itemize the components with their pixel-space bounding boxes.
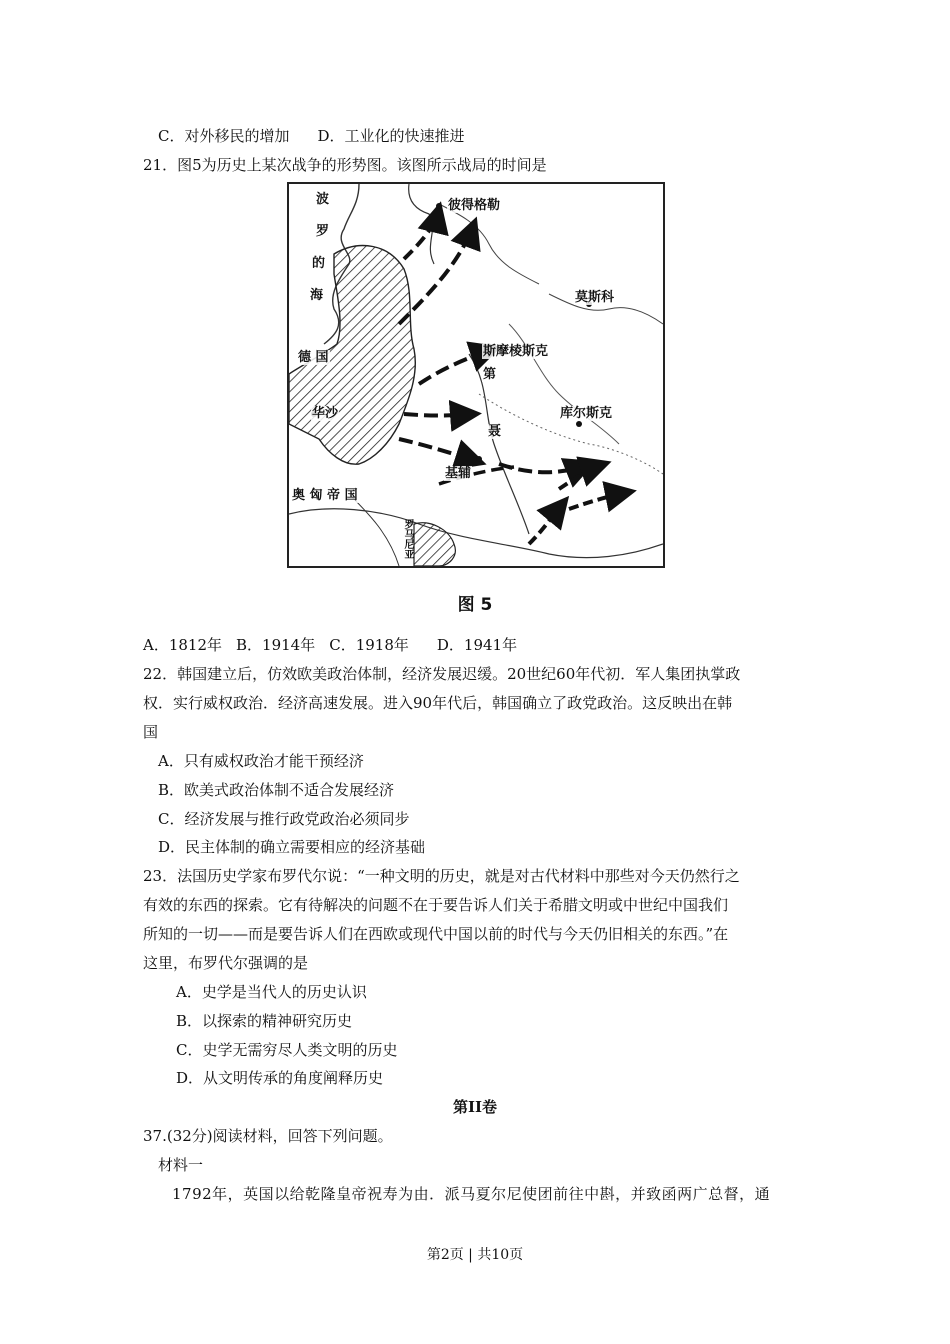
map-label-baltic-3: 的 <box>312 256 326 271</box>
material-1-text: 1792年，英国以给乾隆皇帝祝寿为由．派马夏尔尼使团前往中斟，并致函两广总督，通 <box>172 1185 771 1203</box>
q22-option-c: C．经济发展与推行政党政治必须同步 <box>158 810 410 828</box>
q21-option-c: C．1918年 <box>329 636 409 654</box>
map-label-austria-hungary: 奥 匈 帝 国 <box>292 488 358 503</box>
page-footer: 第2页 | 共10页 <box>426 1247 524 1263</box>
map-label-moscow: 莫斯科 <box>575 290 615 305</box>
map-label-dnieper-2: 聂 <box>488 424 502 439</box>
q22-stem-line-1: 22．韩国建立后，仿效欧美政治体制，经济发展迟缓。20世纪60年代初．军人集团执掌政 <box>143 665 741 683</box>
q20-option-d: D．工业化的快速推进 <box>317 127 465 145</box>
map-label-kursk: 库尔斯克 <box>560 406 613 421</box>
q21-option-a: A．1812年 <box>143 636 223 654</box>
map-label-warsaw: 华沙 <box>312 406 339 421</box>
map-label-kiev: 基辅 <box>445 466 472 481</box>
q22-option-a: A．只有威权政治才能干预经济 <box>158 752 364 770</box>
map-label-baltic-4: 海 <box>310 288 324 303</box>
q22-stem-line-3: 国 <box>143 723 159 741</box>
q21-option-b: B．1914年 <box>236 636 316 654</box>
q23-option-c: C．史学无需穷尽人类文明的历史 <box>176 1041 398 1059</box>
map-drawing <box>289 184 663 566</box>
q23-option-a: A．史学是当代人的历史认识 <box>176 983 367 1001</box>
map-label-baltic-1: 波 <box>316 192 330 207</box>
map-label-baltic-2: 罗 <box>316 224 330 239</box>
figure-caption: 图 5 <box>457 595 493 615</box>
q21-option-d: D．1941年 <box>436 636 518 654</box>
q21-stem: 21．图5为历史上某次战争的形势图。该图所示战局的时间是 <box>143 156 547 174</box>
occupied-area-south <box>414 523 455 566</box>
q23-option-b: B．以探索的精神研究历史 <box>176 1012 353 1030</box>
q37-stem: 37.(32分)阅读材料，回答下列问题。 <box>143 1127 393 1145</box>
q23-stem-line-2: 有效的东西的探索。它有待解决的问题不在于要告诉人们关于希腊文明或中世纪中国我们 <box>143 896 729 914</box>
section-2-title: 第II卷 <box>452 1098 498 1116</box>
q23-stem-line-3: 所知的一切——而是要告诉人们在西欧或现代中国以前的时代与今天仍旧相关的东西。”在 <box>143 925 729 943</box>
q23-stem-line-1: 23．法国历史学家布罗代尔说：“一种文明的历史，就是对古代材料中那些对今天仍然行之 <box>143 867 740 885</box>
map-label-petrograd: 彼得格勒 <box>448 198 501 213</box>
material-1-title: 材料一 <box>158 1156 204 1174</box>
q22-option-d: D．民主体制的确立需要相应的经济基础 <box>158 838 426 856</box>
q22-option-b: B．欧美式政治体制不适合发展经济 <box>158 781 395 799</box>
map-label-smolensk: 斯摩棱斯克 <box>483 344 549 359</box>
map-label-dnieper-1: 第 <box>483 367 497 382</box>
map-label-germany: 德 国 <box>298 350 329 365</box>
war-situation-map <box>287 182 665 568</box>
q23-option-d: D．从文明传承的角度阐释历史 <box>176 1069 384 1087</box>
q21-options <box>143 634 517 656</box>
q20-options <box>158 125 465 147</box>
q22-stem-line-2: 权．实行威权政治．经济高速发展。进入90年代后，韩国确立了政党政治。这反映出在韩 <box>143 694 733 712</box>
dnieper-river <box>469 354 529 534</box>
map-label-romania: 罗马尼亚 <box>402 519 413 559</box>
q23-stem-line-4: 这里，布罗代尔强调的是 <box>143 954 309 972</box>
q20-option-c: C．对外移民的增加 <box>158 127 290 145</box>
